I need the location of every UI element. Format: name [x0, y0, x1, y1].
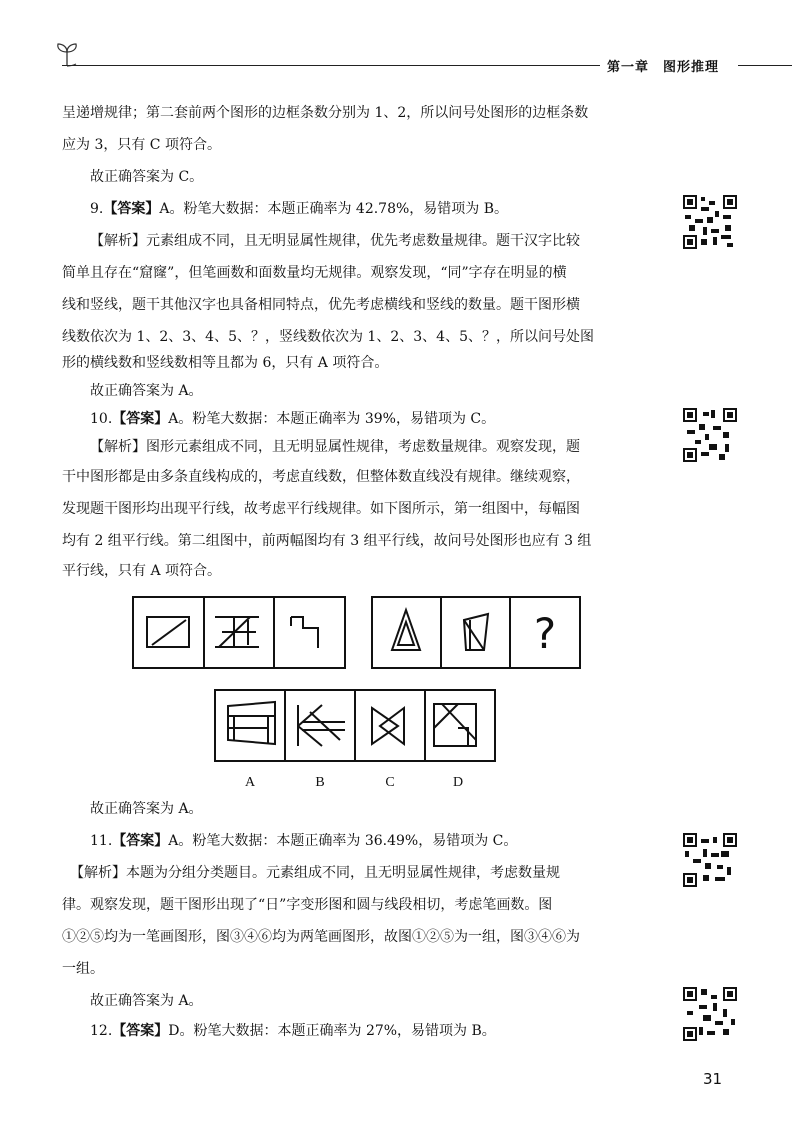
text-line: 线数依次为 1、2、3、4、5、？，竖线数依次为 1、2、3、4、5、？，所以问号处图 — [62, 329, 594, 345]
question-number: 10. — [90, 411, 113, 427]
text-line: 故正确答案为 C。 — [90, 169, 204, 185]
answer-tag: 【答案】 — [112, 1023, 169, 1039]
question-number: 9. — [90, 201, 104, 217]
answer-tag: 【答案】 — [112, 411, 169, 427]
qr-code-icon[interactable] — [683, 987, 737, 1041]
text-line: 线和竖线，题干其他汉字也具备相同特点，优先考虑横线和竖线的数量。题干图形横 — [62, 297, 580, 313]
answer-text: A。粉笔大数据：本题正确率为 42.78%，易错项为 B。 — [159, 201, 509, 217]
text-line: 形的横线数和竖线数相等且都为 6，只有 A 项符合。 — [62, 355, 389, 371]
text-line: 均有 2 组平行线。第二组图中，前两幅图均有 3 组平行线，故问号处图形也应有 3 组 — [62, 533, 592, 549]
text-line: 平行线，只有 A 项符合。 — [62, 563, 222, 579]
option-c-label: C — [385, 775, 395, 790]
text-line: 故正确答案为 A。 — [90, 383, 203, 399]
text-line: 干中图形都是由多条直线构成的，考虑直线数，但整体数直线没有规律。继续观察， — [62, 469, 580, 485]
text-line: ①②⑤均为一笔画图形，图③④⑥均为两笔画图形，故图①②⑤为一组，图③④⑥为 — [62, 929, 580, 945]
text-line: 【解析】元素组成不同，且无明显属性规律，优先考虑数量规律。题干汉字比较 — [90, 233, 580, 249]
option-d-figure — [434, 704, 476, 746]
answer-text: A。粉笔大数据：本题正确率为 39%，易错项为 C。 — [168, 411, 496, 427]
group1-figure-1 — [147, 617, 189, 647]
text-line: 呈递增规律；第二套前两个图形的边框条数分别为 1、2，所以问号处图形的边框条数 — [62, 105, 589, 121]
qr-code-icon[interactable] — [683, 833, 737, 887]
question-number: 11. — [90, 833, 113, 849]
text-line: 发现题干图形均出现平行线，故考虑平行线规律。如下图所示，第一组图中，每幅图 — [62, 501, 580, 517]
text-line: 简单且存在“窟窿”，但笔画数和面数量均无规律。观察发现，“同”字存在明显的横 — [62, 265, 567, 281]
question-mark: ? — [533, 609, 557, 658]
answer-text: D。粉笔大数据：本题正确率为 27%，易错项为 B。 — [168, 1023, 496, 1039]
answer-tag: 【答案】 — [103, 201, 160, 217]
answer-line-q12 — [90, 1021, 690, 1041]
answer-text: A。粉笔大数据：本题正确率为 36.49%，易错项为 C。 — [168, 833, 518, 849]
page-number: 31 — [703, 1070, 723, 1088]
text-line: 故正确答案为 A。 — [90, 801, 203, 817]
question-number: 12. — [90, 1023, 113, 1039]
option-c-figure — [372, 708, 404, 744]
option-a-figure — [228, 702, 275, 744]
text-line: 【解析】本题为分组分类题目。元素组成不同，且无明显属性规律，考虑数量规 — [70, 865, 560, 881]
text-line: 一组。 — [62, 961, 104, 977]
qr-code-icon[interactable] — [683, 408, 737, 462]
answer-tag: 【答案】 — [112, 833, 169, 849]
option-b-figure — [298, 705, 345, 746]
qr-code-icon[interactable] — [683, 195, 737, 249]
option-b-label: B — [315, 775, 325, 790]
answer-line-q11 — [90, 831, 690, 851]
text-line: 故正确答案为 A。 — [90, 993, 203, 1009]
text-line: 【解析】图形元素组成不同，且无明显属性规律，考虑数量规律。观察发现，题 — [90, 439, 580, 455]
chapter-title: 图形推理 — [663, 60, 720, 75]
text-line: 律。观察发现，题干图形出现了“日”字变形图和圆与线段相切，考虑笔画数。图 — [62, 897, 553, 913]
group2-figure-2 — [464, 614, 488, 650]
group1-figure-2 — [215, 617, 259, 647]
group2-figure-1 — [392, 610, 420, 650]
group1-figure-3 — [291, 617, 318, 648]
option-a-label: A — [244, 775, 256, 790]
chapter-label: 第一章 — [607, 60, 650, 75]
text-line: 应为 3，只有 C 项符合。 — [62, 137, 221, 153]
option-d-label: D — [452, 775, 464, 790]
